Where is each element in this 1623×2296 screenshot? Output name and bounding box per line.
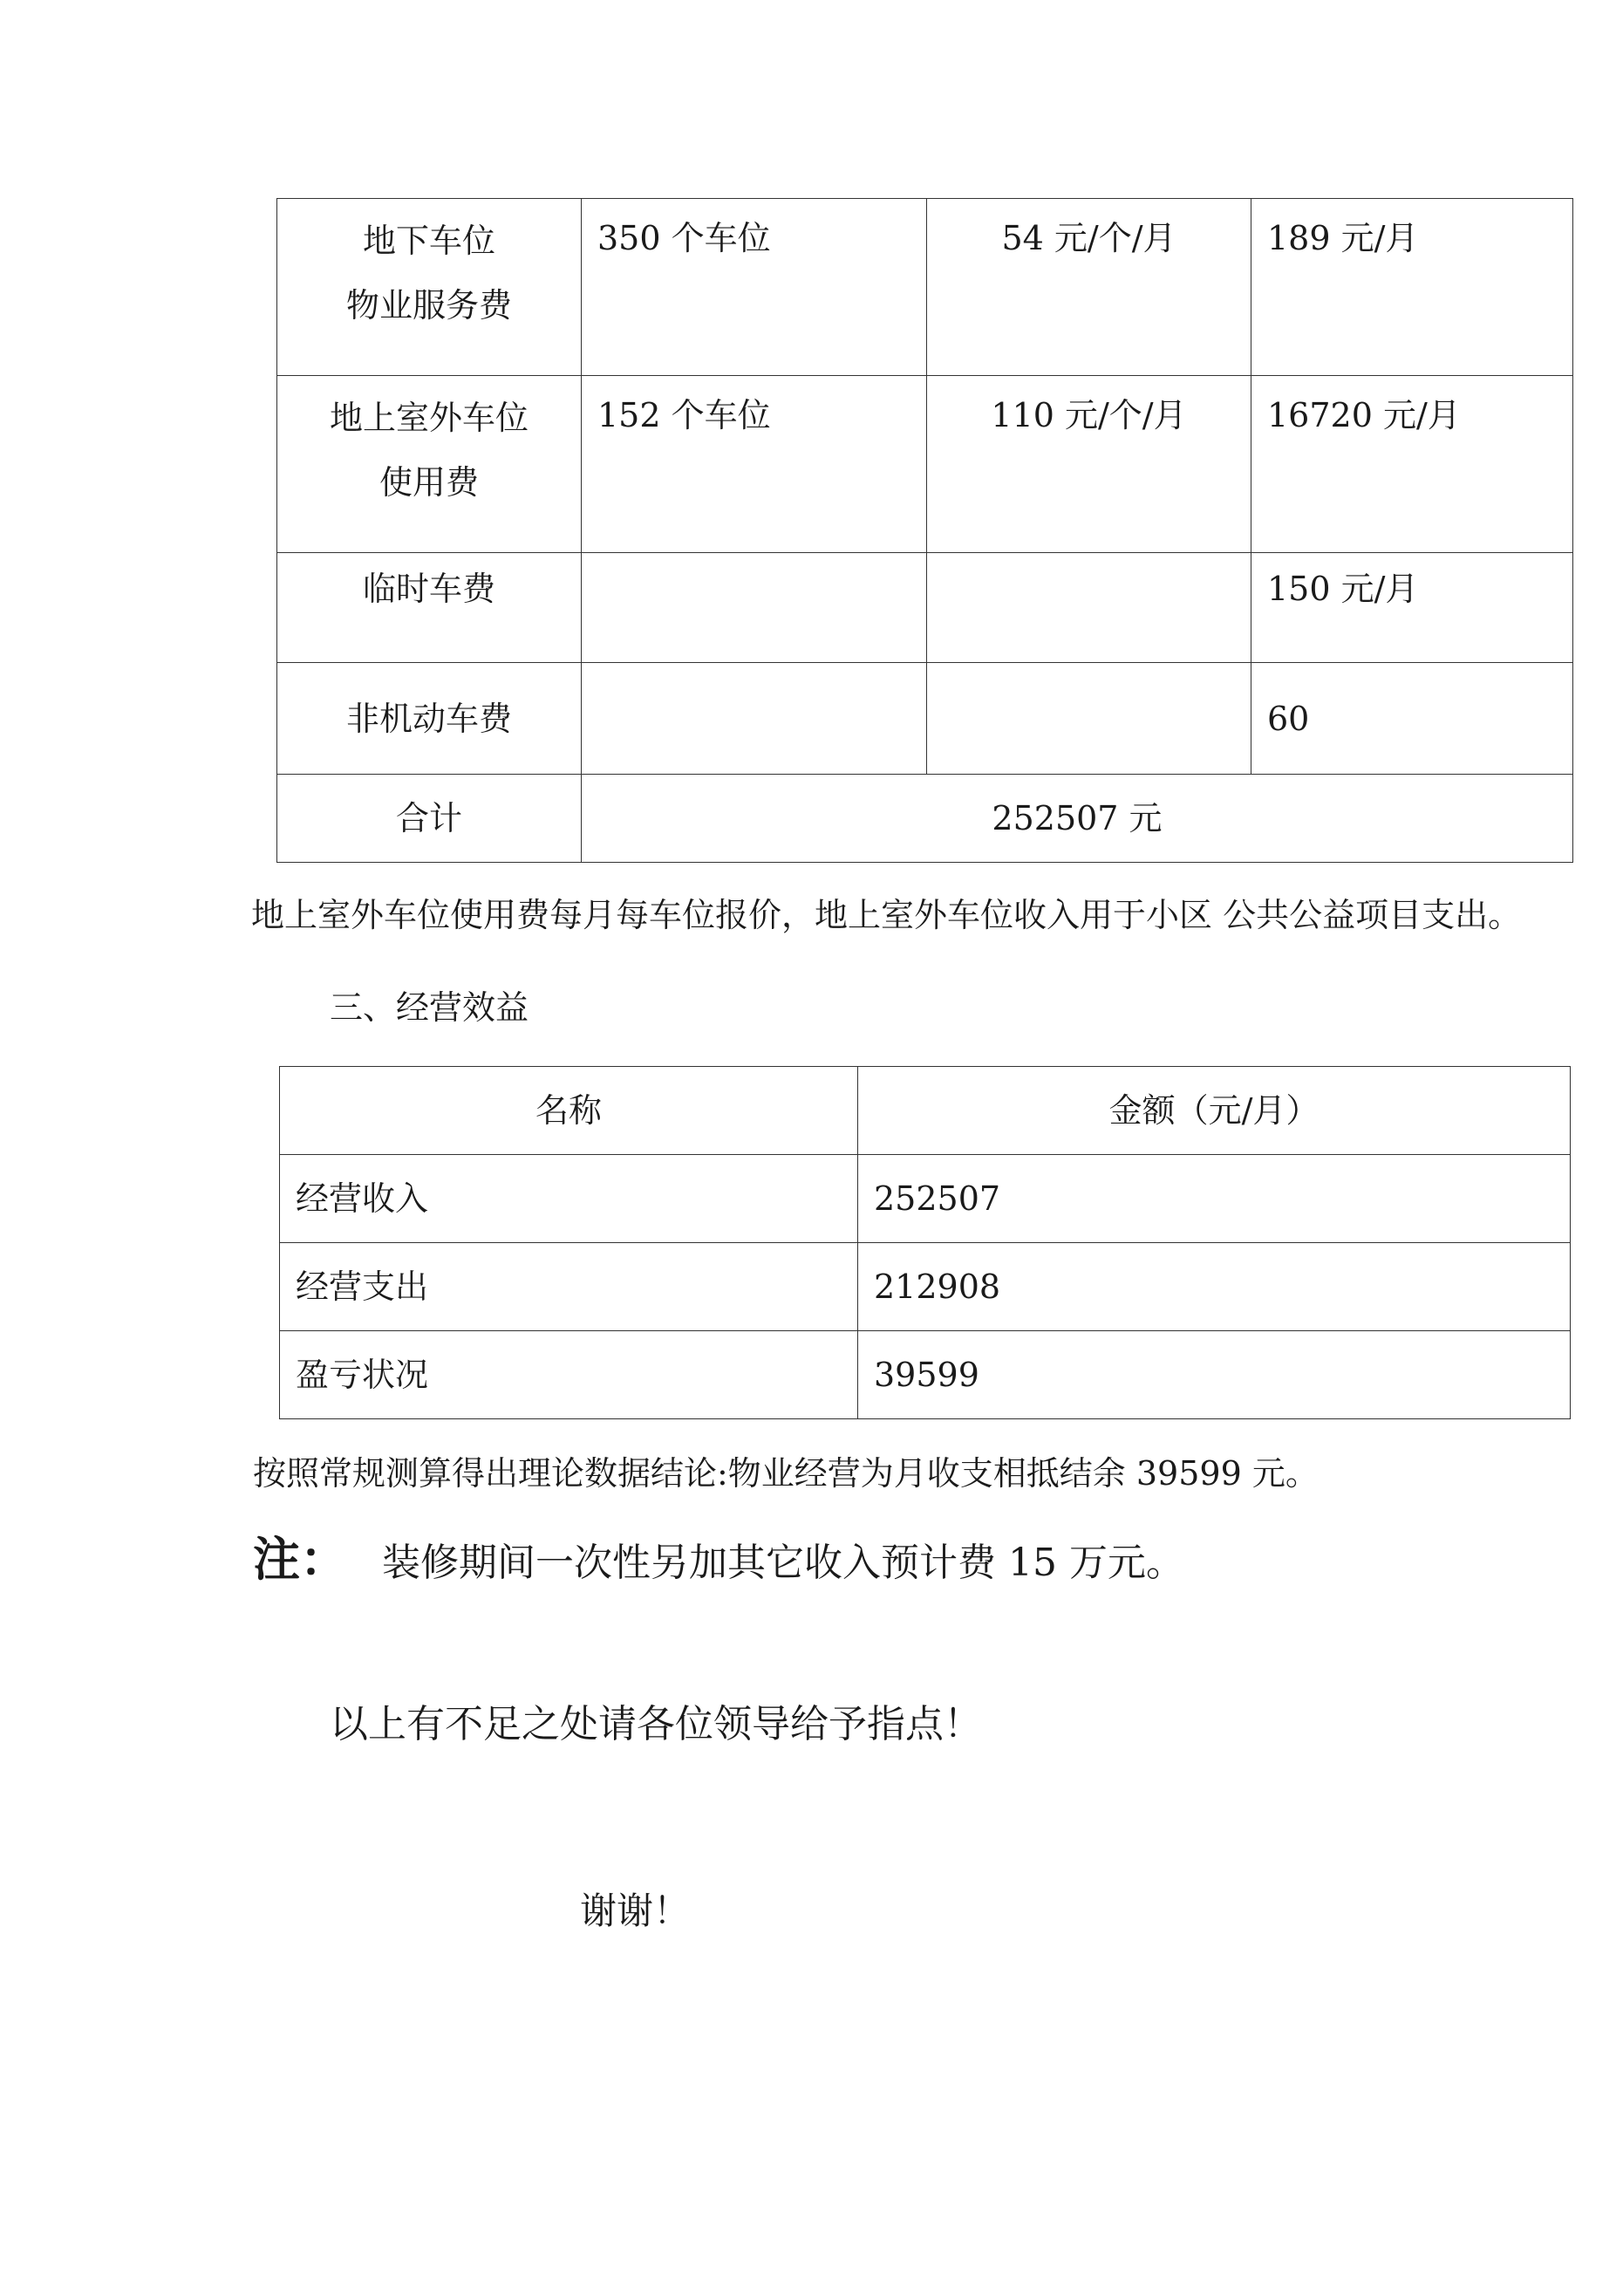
header-name-cell: 名称 <box>280 1067 858 1155</box>
fee-unit-price-cell: 110 元/个/月 <box>927 376 1251 553</box>
fee-name-cell: 临时车费 <box>277 553 582 663</box>
table-row <box>277 199 1573 376</box>
total-value-cell: 252507 元 <box>582 775 1573 863</box>
table-row <box>280 1243 1571 1331</box>
profit-name-cell: 经营支出 <box>280 1243 858 1331</box>
fee-name-line: 地下车位 <box>362 222 495 260</box>
fee-amount-cell: 189 元/月 <box>1251 199 1573 376</box>
profit-amount-cell: 39599 <box>858 1331 1571 1419</box>
conclusion-paragraph: 按照常规测算得出理论数据结论:物业经营为月收支相抵结余 39599 元。 <box>253 1454 1319 1493</box>
fee-unit-price-cell: 54 元/个/月 <box>927 199 1251 376</box>
note-line <box>253 1531 1184 1587</box>
fee-amount-cell: 150 元/月 <box>1251 553 1573 663</box>
fee-name-line: 使用费 <box>378 463 479 502</box>
fee-name-cell <box>277 376 582 553</box>
fee-quantity-cell: 350 个车位 <box>582 199 927 376</box>
fee-unit-price-cell <box>927 553 1251 663</box>
table-row <box>277 553 1573 663</box>
fee-quantity-cell <box>582 663 927 775</box>
fee-amount-cell: 60 <box>1251 663 1573 775</box>
table-row <box>280 1331 1571 1419</box>
fee-table <box>276 198 1573 863</box>
profit-amount-cell: 252507 <box>858 1155 1571 1243</box>
fee-quantity-cell <box>582 553 927 663</box>
thanks-line: 谢谢！ <box>580 1889 691 1932</box>
header-amount-cell: 金额（元/月） <box>858 1067 1571 1155</box>
total-label-cell: 合计 <box>277 775 582 863</box>
closing-line: 以上有不足之处请各位领导给予指点！ <box>330 1702 982 1746</box>
profit-name-cell: 盈亏状况 <box>280 1331 858 1419</box>
table-row <box>280 1155 1571 1243</box>
profit-table <box>279 1066 1571 1419</box>
profit-name-cell: 经营收入 <box>280 1155 858 1243</box>
fee-amount-cell: 16720 元/月 <box>1251 376 1573 553</box>
total-row <box>277 775 1573 863</box>
parking-note-paragraph: 地上室外车位使用费每月每车位报价，地上室外车位收入用于小区 公共公益项目支出。 <box>251 896 1522 934</box>
note-text: 装修期间一次性另加其它收入预计费 15 万元。 <box>382 1541 1184 1585</box>
note-label: 注： <box>253 1531 347 1587</box>
fee-name-line: 物业服务费 <box>345 286 512 325</box>
fee-name-cell: 非机动车费 <box>277 663 582 775</box>
table-row <box>277 376 1573 553</box>
fee-name-line: 地上室外车位 <box>329 399 528 437</box>
table-header-row <box>280 1067 1571 1155</box>
table-row <box>277 663 1573 775</box>
profit-amount-cell: 212908 <box>858 1243 1571 1331</box>
fee-unit-price-cell <box>927 663 1251 775</box>
fee-quantity-cell: 152 个车位 <box>582 376 927 553</box>
section-heading: 三、经营效益 <box>330 988 529 1027</box>
fee-name-cell <box>277 199 582 376</box>
